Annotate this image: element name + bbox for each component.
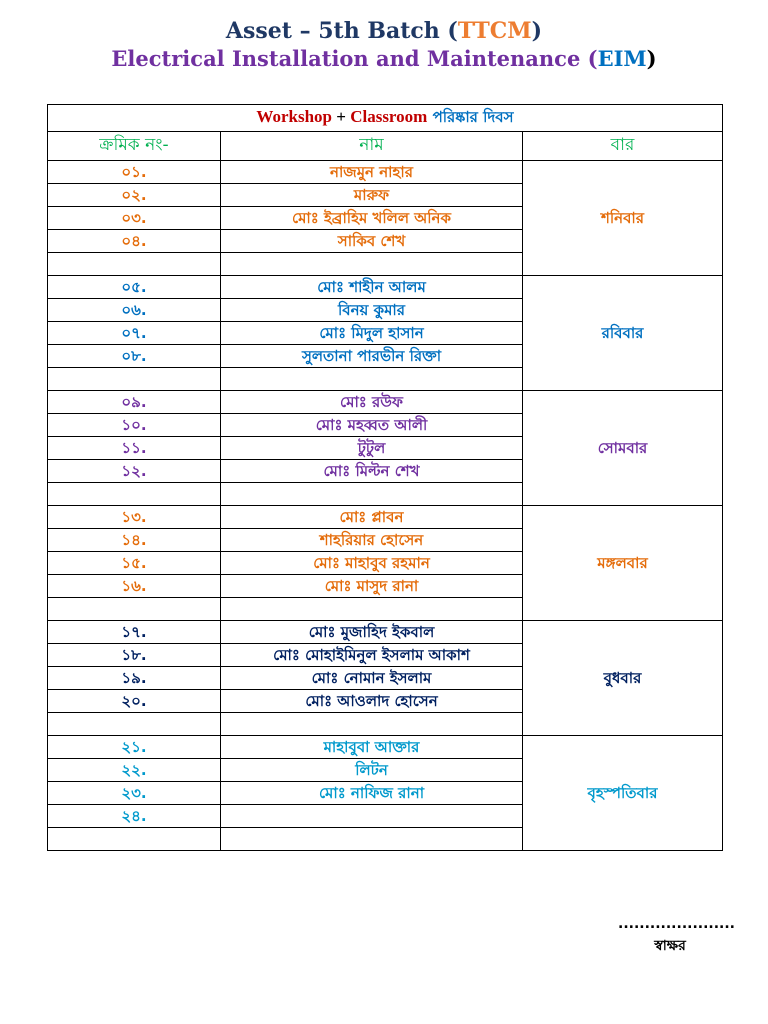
name-cell: মোঃ মিল্টন শেখ: [221, 460, 523, 483]
name-cell: মোঃ আওলাদ হোসেন: [221, 690, 523, 713]
day-cell: মঙ্গলবার: [523, 506, 723, 621]
name-cell: মারুফ: [221, 184, 523, 207]
name-cell: মোঃ মোহাইমিনুল ইসলাম আকাশ: [221, 644, 523, 667]
table-row: [48, 736, 723, 759]
name-cell: মোঃ মিদুল হাসান: [221, 322, 523, 345]
name-cell: সাকিব শেখ: [221, 230, 523, 253]
serial-cell: [48, 828, 221, 851]
day-cell: বুধবার: [523, 621, 723, 736]
serial-cell: ১০.: [48, 414, 221, 437]
table-row: [48, 506, 723, 529]
serial-cell: ০৮.: [48, 345, 221, 368]
day-cell: শনিবার: [523, 161, 723, 276]
title-suffix: ): [531, 18, 543, 44]
name-cell: লিটন: [221, 759, 523, 782]
day-cell: সোমবার: [523, 391, 723, 506]
serial-cell: [48, 253, 221, 276]
name-cell: [221, 368, 523, 391]
column-header-day: বার: [523, 132, 723, 161]
caption-cleaning-day: পরিষ্কার দিবস: [427, 107, 514, 126]
table-row: [48, 391, 723, 414]
serial-cell: ২৪.: [48, 805, 221, 828]
table-row: [48, 161, 723, 184]
serial-cell: ০৭.: [48, 322, 221, 345]
subtitle-eim: EIM: [597, 46, 647, 71]
page-subtitle: [0, 46, 768, 71]
serial-cell: ১১.: [48, 437, 221, 460]
name-cell: টুটুল: [221, 437, 523, 460]
signature-block: [618, 916, 736, 958]
serial-cell: [48, 368, 221, 391]
name-cell: মোঃ মাসুদ রানা: [221, 575, 523, 598]
name-cell: মোঃ মাহাবুব রহমান: [221, 552, 523, 575]
name-cell: [221, 805, 523, 828]
serial-cell: [48, 713, 221, 736]
serial-cell: [48, 598, 221, 621]
title-prefix: Asset – 5th Batch (: [225, 18, 458, 44]
serial-cell: ০২.: [48, 184, 221, 207]
name-cell: মোঃ প্লাবন: [221, 506, 523, 529]
serial-cell: ২১.: [48, 736, 221, 759]
serial-cell: [48, 483, 221, 506]
serial-cell: ২২.: [48, 759, 221, 782]
name-cell: মোঃ নোমান ইসলাম: [221, 667, 523, 690]
serial-cell: ২০.: [48, 690, 221, 713]
serial-cell: ২৩.: [48, 782, 221, 805]
day-cell: বৃহস্পতিবার: [523, 736, 723, 851]
serial-cell: ০৫.: [48, 276, 221, 299]
name-cell: মোঃ রউফ: [221, 391, 523, 414]
serial-cell: ১৪.: [48, 529, 221, 552]
name-cell: [221, 483, 523, 506]
serial-cell: ০৩.: [48, 207, 221, 230]
serial-cell: ১৩.: [48, 506, 221, 529]
name-cell: মোঃ শাহীন আলম: [221, 276, 523, 299]
name-cell: মোঃ নাফিজ রানা: [221, 782, 523, 805]
title-ttcm: TTCM: [457, 18, 532, 44]
serial-cell: ০১.: [48, 161, 221, 184]
day-cell: রবিবার: [523, 276, 723, 391]
name-cell: নাজমুন নাহার: [221, 161, 523, 184]
signature-label: স্বাক্ষর: [654, 938, 686, 954]
name-cell: মাহাবুবা আক্তার: [221, 736, 523, 759]
name-cell: শাহরিয়ার হোসেন: [221, 529, 523, 552]
caption-workshop: Workshop: [256, 106, 333, 126]
serial-cell: ১৬.: [48, 575, 221, 598]
name-cell: মোঃ ইব্রাহিম খলিল অনিক: [221, 207, 523, 230]
name-cell: [221, 713, 523, 736]
table-row: [48, 621, 723, 644]
serial-cell: ০৪.: [48, 230, 221, 253]
caption-classroom: Classroom: [350, 106, 428, 126]
serial-cell: ১৫.: [48, 552, 221, 575]
subtitle-suffix: ): [646, 46, 657, 71]
name-cell: [221, 828, 523, 851]
serial-cell: ১৯.: [48, 667, 221, 690]
table-caption: [48, 105, 723, 132]
serial-cell: ০৯.: [48, 391, 221, 414]
table-header-row: [48, 132, 723, 161]
signature-line: ......................: [618, 916, 736, 932]
caption-plus: +: [332, 106, 351, 126]
name-cell: সুলতানা পারভীন রিক্তা: [221, 345, 523, 368]
column-header-name: নাম: [221, 132, 523, 161]
name-cell: [221, 598, 523, 621]
name-cell: বিনয় কুমার: [221, 299, 523, 322]
table-caption-row: [48, 105, 723, 132]
serial-cell: ১৮.: [48, 644, 221, 667]
subtitle-prefix: Electrical Installation and Maintenance (: [111, 46, 598, 71]
serial-cell: ১২.: [48, 460, 221, 483]
table-row: [48, 276, 723, 299]
name-cell: [221, 253, 523, 276]
name-cell: মোঃ মহব্বত আলী: [221, 414, 523, 437]
name-cell: মোঃ মুজাহিদ ইকবাল: [221, 621, 523, 644]
serial-cell: ০৬.: [48, 299, 221, 322]
column-header-serial: ক্রমিক নং-: [48, 132, 221, 161]
page-title: [0, 18, 768, 44]
serial-cell: ১৭.: [48, 621, 221, 644]
cleaning-schedule-table: [47, 104, 723, 851]
